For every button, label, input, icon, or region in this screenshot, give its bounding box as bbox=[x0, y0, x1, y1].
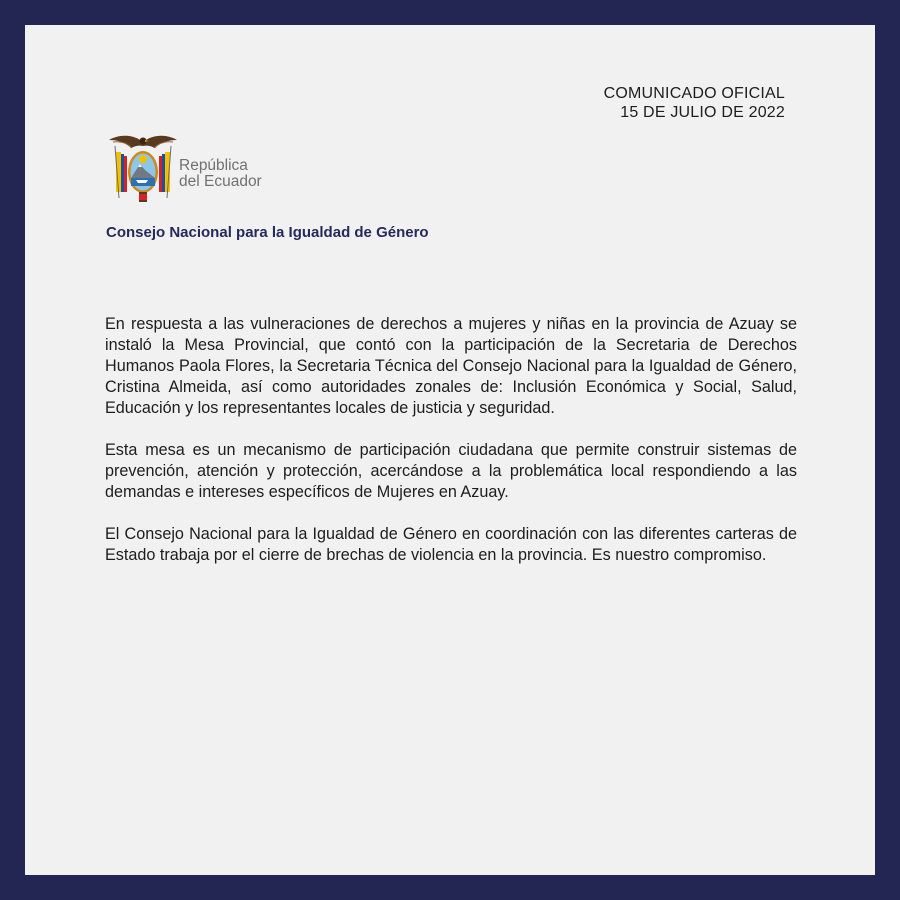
document-date: 15 DE JULIO DE 2022 bbox=[620, 104, 785, 121]
government-logo bbox=[107, 128, 282, 208]
paragraph: En respuesta a las vulneraciones de derechos a mujeres y niñas en la provincia de Azuay se instaló la Mesa Provincial, que contó con la participación de la Secretaria de Derechos Humanos Paola Flores, la Secretaria Técnica del Consejo Nacional para la Igualdad de Género, Cristina Almeida, así como autoridades zonales de: Inclusión Económica y Social, Salud, Educación y los representantes locales de justicia y seguridad. bbox=[105, 315, 797, 417]
document-type: COMUNICADO OFICIAL bbox=[603, 85, 785, 102]
paragraph: El Consejo Nacional para la Igualdad de Género en coordinación con las diferentes carteras de Estado trabaja por el cierre de brechas de violencia en la provincia. Es nuestro compromiso. bbox=[105, 525, 797, 564]
organization-title: Consejo Nacional para la Igualdad de Género bbox=[106, 224, 429, 241]
logo-line-2: del Ecuador bbox=[179, 173, 262, 190]
communique-body bbox=[105, 314, 797, 587]
document-header bbox=[604, 84, 785, 122]
logo-line-1: República bbox=[179, 157, 248, 174]
document-frame bbox=[25, 25, 875, 875]
paragraph: Esta mesa es un mecanismo de participación ciudadana que permite construir sistemas de prevención, atención y protección, acercándose a la problemática local respondiendo a las demandas e intereses específicos de Mujeres en Azuay. bbox=[105, 441, 797, 501]
ecuador-coat-of-arms-icon bbox=[107, 128, 179, 208]
logo-wordmark bbox=[179, 158, 262, 190]
